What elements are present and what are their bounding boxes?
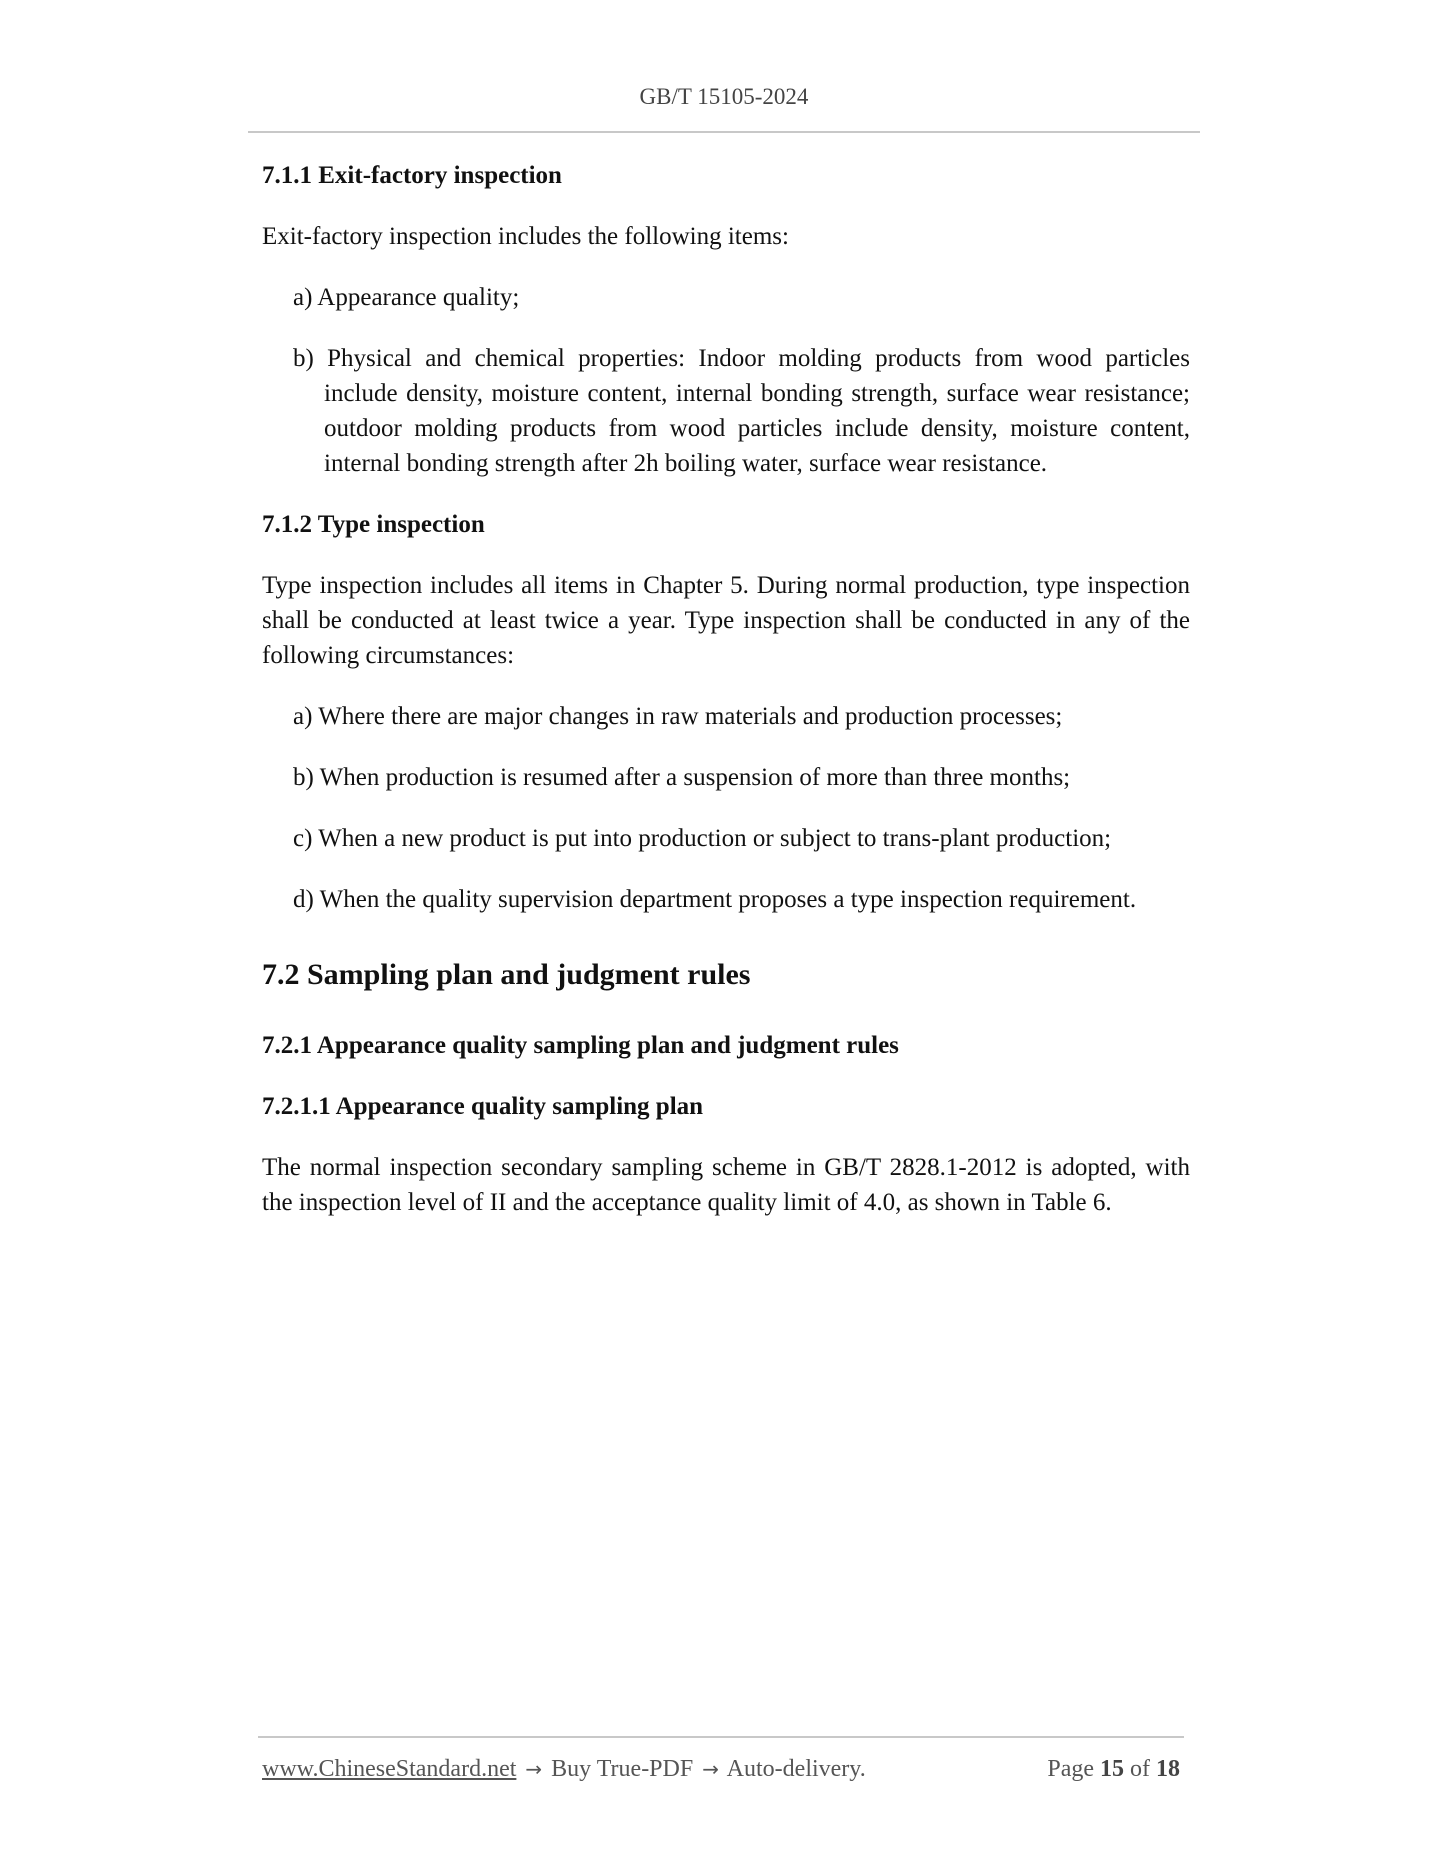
footer-promo xyxy=(262,1756,866,1783)
right-arrow-icon: → xyxy=(702,1757,719,1781)
list-item: b) Physical and chemical properties: Indoor molding products from wood particles include density, moisture content, internal bonding strength, surface wear resistance; outdoor molding products from wood particles include density, moisture content, internal bonding strength after 2h boiling water, surface wear resistance. xyxy=(293,345,1190,477)
section-heading-7-2: 7.2 Sampling plan and judgment rules xyxy=(262,958,751,991)
list-item: a) Appearance quality; xyxy=(293,284,520,311)
delivery-text: Auto-delivery. xyxy=(726,1756,866,1782)
site-link[interactable]: www.ChineseStandard.net xyxy=(262,1756,517,1782)
right-arrow-icon: → xyxy=(525,1757,543,1781)
section-heading-7-1-1: 7.1.1 Exit-factory inspection xyxy=(262,162,562,189)
page-total: 18 xyxy=(1156,1756,1180,1782)
section-7-1-1-list xyxy=(262,280,1190,481)
of-label: of xyxy=(1130,1756,1150,1782)
section-7-1-2-intro: Type inspection includes all items in Chapter 5. During normal production, type inspection shall be conducted at least twice a year. Type inspection shall be conducted in any of the following circumstances: xyxy=(262,572,1190,669)
document-body xyxy=(262,158,1190,1246)
page-number xyxy=(1047,1756,1180,1783)
section-heading-7-1-2: 7.1.2 Type inspection xyxy=(262,511,485,538)
page-label: Page xyxy=(1047,1756,1094,1782)
section-7-1-2-list xyxy=(262,699,1190,917)
buy-text: Buy True-PDF xyxy=(551,1756,694,1782)
page-header: GB/T 15105-2024 xyxy=(639,84,809,109)
section-heading-7-2-1: 7.2.1 Appearance quality sampling plan and judgment rules xyxy=(262,1032,899,1059)
header-divider xyxy=(248,131,1200,133)
list-item: a) Where there are major changes in raw materials and production processes; xyxy=(293,703,1063,730)
list-item: d) When the quality supervision department proposes a type inspection requirement. xyxy=(293,886,1137,913)
list-item: b) When production is resumed after a suspension of more than three months; xyxy=(293,764,1071,791)
footer-divider xyxy=(258,1736,1184,1738)
section-7-1-1-intro: Exit-factory inspection includes the following items: xyxy=(262,223,789,250)
section-7-2-1-1-body: The normal inspection secondary sampling scheme in GB/T 2828.1-2012 is adopted, with the inspection level of II and the acceptance quality limit of 4.0, as shown in Table 6. xyxy=(262,1154,1190,1216)
page-current: 15 xyxy=(1100,1756,1124,1782)
section-heading-7-2-1-1: 7.2.1.1 Appearance quality sampling plan xyxy=(262,1093,704,1120)
list-item: c) When a new product is put into production or subject to trans-plant production; xyxy=(293,825,1112,852)
